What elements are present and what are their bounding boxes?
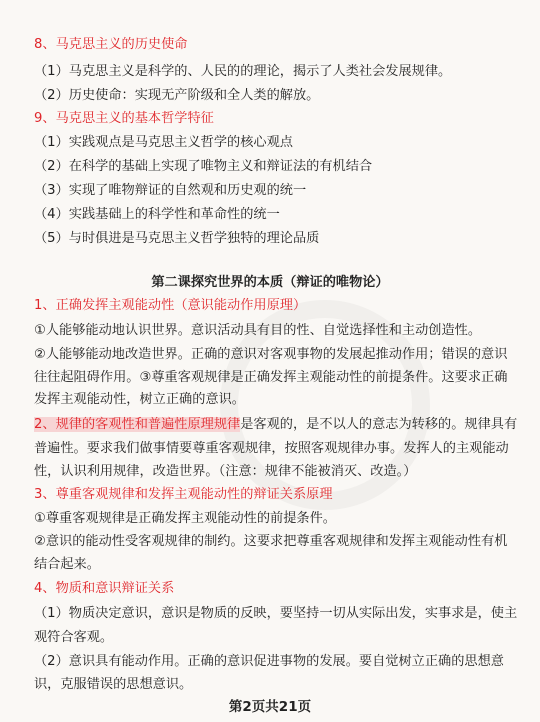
section-9-heading: 9、马克思主义的基本哲学特征	[34, 111, 214, 126]
point-4-heading: 4、物质和意识辩证关系	[34, 581, 175, 596]
section-8-heading: 8、马克思主义的历史使命	[34, 37, 188, 52]
point-4-line-1: （1）物质决定意识，意识是物质的反映，要坚持一切从实际出发，实事求是，使主	[34, 606, 518, 621]
point-1-heading: 1、正确发挥主观能动性（意识能动作用原理）	[34, 298, 307, 313]
point-2-line-2: 普遍性。要求我们做事情要尊重客观规律，按照客观规律办事。发挥人的主观能动	[34, 441, 509, 456]
point-1-line-4: 发挥主观能动性，树立正确的意识。	[34, 392, 245, 407]
section-9-item-4: （4）实践基础上的科学性和革命性的统一	[34, 207, 280, 222]
page-number: 第2页共21页	[228, 699, 312, 715]
point-3-line-3: 结合起来。	[34, 557, 100, 572]
point-4-line-3: （2）意识具有能动作用。正确的意识促进事物的发展。要自觉树立正确的思想意	[34, 654, 504, 669]
point-1-line-1: ①人能够能动地认识世界。意识活动具有目的性、自觉选择性和主动创造性。	[34, 323, 482, 338]
point-3-heading: 3、尊重客观规律和发挥主观能动性的辩证关系原理	[34, 487, 333, 502]
point-1-line-3: 往往起阻碍作用。③尊重客观规律是正确发挥主观能动性的前提条件。这要求正确	[34, 370, 508, 385]
point-1-line-2: ②人能够能动地改造世界。正确的意识对客观事物的发展起推动作用；错误的意识	[34, 347, 508, 362]
section-8-item-1: （1）马克思主义是科学的、人民的的理论，揭示了人类社会发展规律。	[34, 64, 452, 79]
point-3-line-2: ②意识的能动性受客观规律的制约。这要求把尊重客观规律和发挥主观能动性有机	[34, 534, 508, 549]
point-4-line-2: 观符合客观。	[34, 630, 114, 645]
point-2-heading: 2、规律的客观性和普遍性原理规律	[34, 417, 241, 432]
point-2-first-line	[34, 416, 540, 434]
section-9-item-2: （2）在科学的基础上实现了唯物主义和辩证法的有机结合	[34, 159, 373, 174]
section-8-item-2: （2）历史使命：实现无产阶级和全人类的解放。	[34, 88, 320, 103]
lesson-title: 第二课探究世界的本质（辩证的唯物论）	[151, 275, 389, 290]
point-4-line-4: 识，克服错误的思想意识。	[34, 677, 193, 692]
point-2-first-rest: 是客观的，是不以人的意志为转移的。规律具有	[240, 417, 518, 432]
section-9-item-5: （5）与时俱进是马克思主义哲学独特的理论品质	[34, 231, 320, 246]
point-2-line-3: 性，认识利用规律，改造世界。（注意：规律不能被消灭、改造。）	[34, 464, 417, 479]
point-3-line-1: ①尊重客观规律是正确发挥主观能动性的前提条件。	[34, 511, 336, 526]
section-9-item-3: （3）实现了唯物辩证的自然观和历史观的统一	[34, 183, 307, 198]
section-9-item-1: （1）实践观点是马克思主义哲学的核心观点	[34, 135, 293, 150]
